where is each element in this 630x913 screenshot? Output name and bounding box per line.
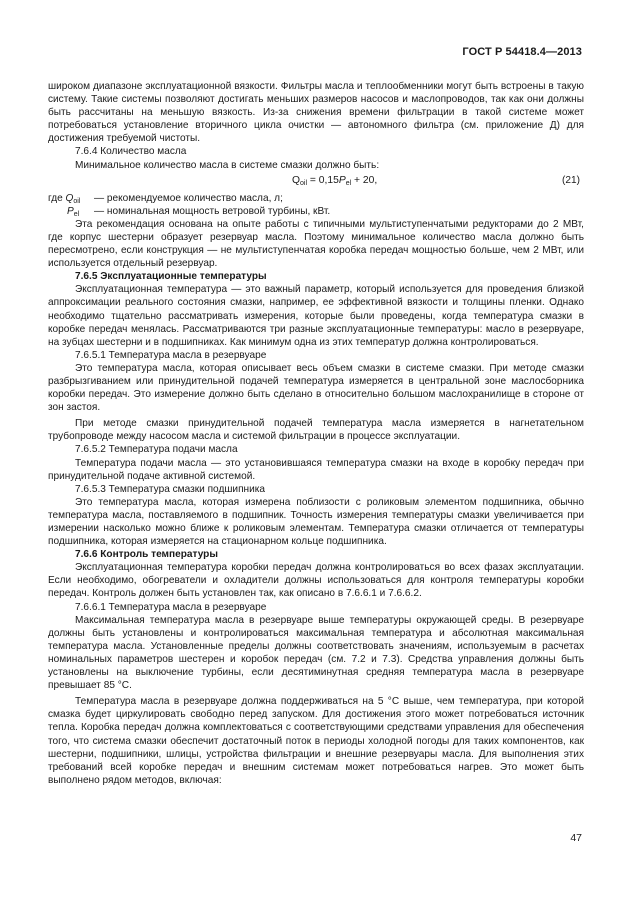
formula-21 (48, 174, 584, 189)
paragraph: Максимальная температура масла в резервуаре выше температуры окружающей среды. В резервуаре должны быть установлены и контролироваться максимальная температура и абсолютная максимальная температура масла. Установленные пределы должны соответствовать значениям, используемым в расчетах номинальных параметров шестерен и коробок передач (см. 7.2 и 7.3). Средства управления должны быть установлены на выключение турбины, если десятиминутная средняя температура масла в резервуаре превышает 85 °С. (48, 614, 584, 692)
paragraph: Минимальное количество масла в системе смазки должно быть: (75, 159, 380, 171)
section-heading-7-6-5: 7.6.5 Эксплуатационные температуры (75, 271, 267, 283)
section-heading-7-6-6-1: 7.6.6.1 Температура масла в резервуаре (75, 601, 267, 613)
definition-q-oil: где $Q_{oil}$ — рекомендуемое количество масла, л; (48, 192, 283, 205)
formula-number: (21) (562, 174, 580, 186)
paragraph: При методе смазки принудительной подачей температура масла измеряется в нагнетательном трубопроводе между насосом масла и системой фильтрации в процессе эксплуатации. (48, 418, 584, 443)
section-heading-7-6-5-2: 7.6.5.2 Температура подачи масла (75, 444, 238, 456)
document-body (48, 80, 584, 787)
section-heading-7-6-5-1: 7.6.5.1 Температура масла в резервуаре (75, 349, 267, 361)
paragraph: Температура масла в резервуаре должна поддерживаться на 5 °С выше, чем температура, при которой смазка будет циркулировать свободно перед запуском. Для достижения этого может потребоваться источник тепла. Коробка передач должна комплектоваться с соответствующими средствами управления для обеспечения того, что система смазки обеспечит достаточный поток в периоды холодной погоды для таких компонентов, как шестерни, подшипники, шлицы, устройства фильтрации и внешние резервуары масла. Для выполнения этих требований всей коробке передач и внешним системам может потребоваться нагрев. Это может быть выполнено рядом методов, включая: (48, 696, 584, 786)
section-heading-7-6-4: 7.6.4 Количество масла (75, 146, 187, 158)
paragraph: Это температура масла, которая описывает весь объем смазки в системе смазки. При методе смазки разбрызгиванием или принудительной подачей температура измеряется в центральной зоне маслосборника коробки передач. Это измерение должно быть сделано в относительно большом маслохранилище в стороне от зон застоя. (48, 362, 584, 414)
definition-p-el: $P_{el}$ — номинальная мощность ветровой турбины, кВт. (67, 205, 331, 218)
formula-definitions (48, 192, 584, 218)
formula-expression: $Q_{oil} = 0,15P_{el} + 20$, (292, 174, 378, 187)
paragraph: Эксплуатационная температура — это важный параметр, который используется для проведения близкой аппроксимации реального состояния смазки, например, ее эффективной вязкости и толщины пленки. Однако необходимо тщательно рассматривать измерения, которые были проведены, когда температура смазки в коробке передач менялась. Рассматриваются три разные эксплуатационные температуры: масло в резервуаре, на зубцах шестерни и в подшипниках. Как минимум одна из этих температур должна контролироваться. (48, 284, 584, 348)
paragraph: Эксплуатационная температура коробки передач должна контролироваться во всех фазах эксплуатации. Если необходимо, обогреватели и охладители должны использоваться для контроля температуры коробки передач. Контроль должен быть установлен так, как описано в 7.6.6.1 и 7.6.6.2. (48, 562, 584, 600)
paragraph: Это температура масла, которая измерена поблизости с роликовым элементом подшипника, обычно температура масла, поставляемого в подшипник. Точность измерения температуры смазки увеличивается при измерении насколько можно ближе к роликовым элементам. Температура смазки отличается от температуры подшипника, которая измеряется на стационарном кольце подшипника. (48, 496, 584, 548)
page-number: 47 (570, 832, 582, 844)
standard-header: ГОСТ Р 54418.4—2013 (462, 46, 582, 58)
section-heading-7-6-6: 7.6.6 Контроль температуры (75, 549, 218, 561)
paragraph: Эта рекомендация основана на опыте работы с типичными мультиступенчатыми редукторами до 2 МВт, где корпус шестерни образует резервуар масла. Поэтому минимальное количество масла должно быть пересмотрено, если конструкция — не мультиступенчатая коробка передач мощностью больше, чем 2 МВт, или используется отдельный резервуар. (48, 218, 584, 270)
paragraph: широком диапазоне эксплуатационной вязкости. Фильтры масла и теплообменники могут быть встроены в такую систему. Такие системы позволяют достигать меньших размеров насосов и маслопроводов, так как они должны быть рассчитаны на меньшую вязкость. Из-за снижения времени фильтрации в такой системе может потребоваться установление вторичного цикла очистки — автономного фильтра (см. приложение Д) для достижения требуемой чистоты. (48, 81, 584, 145)
paragraph: Температура подачи масла — это установившаяся температура смазки на входе в коробку передач при принудительной подаче активной системой. (48, 457, 584, 482)
section-heading-7-6-5-3: 7.6.5.3 Температура смазки подшипника (75, 483, 265, 495)
